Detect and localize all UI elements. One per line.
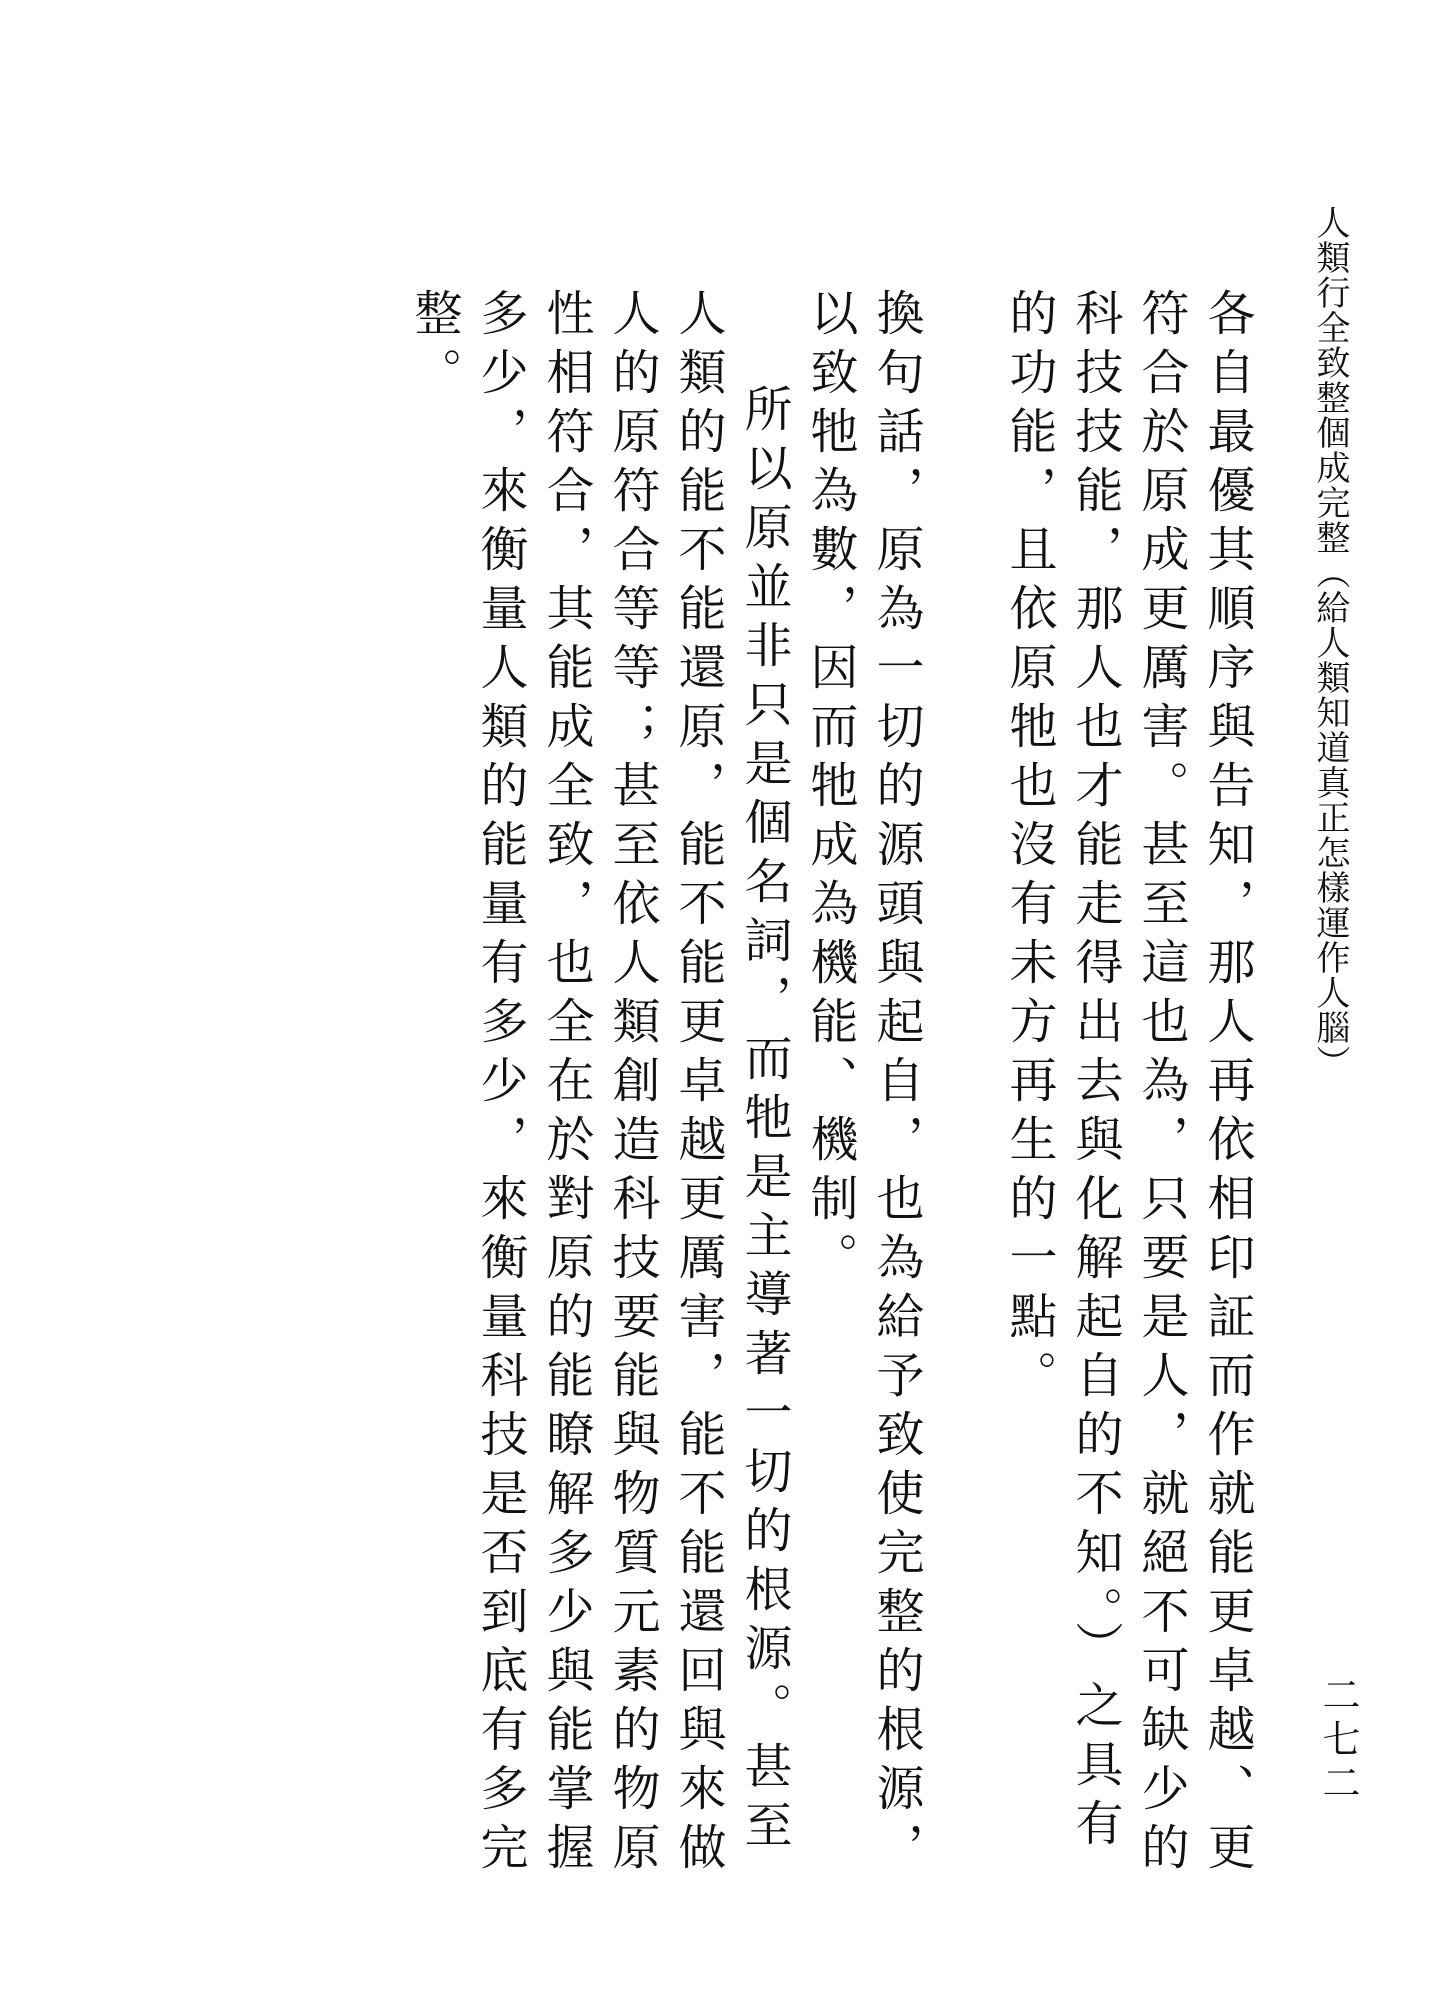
running-title: 人類行全致整個成完整（給人類知道真正怎樣運作人腦）	[1310, 205, 1350, 1080]
paragraph-1: 各自最優其順序與告知，那人再依相印証而作就能更卓越、更符合於原成更厲害。甚至這也為，只要是人，就絕不可缺少的科技技能，那人也才能走得出去與化解起自的不知。）之具有的功能，且依原牠也沒有未方再生的一點。	[1001, 288, 1255, 1881]
page-number: 二七二	[1316, 1675, 1360, 1807]
body-text	[401, 288, 1260, 1888]
paragraph-3: 所以原並非只是個名詞，而牠是主導著一切的根源。甚至人類的能不能還原，能不能更卓越更厲害，能不能還回與來做人的原符合等等；甚至依人類創造科技要能與物質元素的物原性相符合，其能成全致，也全在於對原的能瞭解多少與能掌握多少，來衡量人類的能量有多少，來衡量科技是否到底有多完整。	[406, 288, 792, 1881]
paragraph-2: 換句話，原為一切的源頭與起自，也為給予致使完整的根源，以致牠為數，因而牠成為機能、機制。	[802, 288, 924, 1881]
